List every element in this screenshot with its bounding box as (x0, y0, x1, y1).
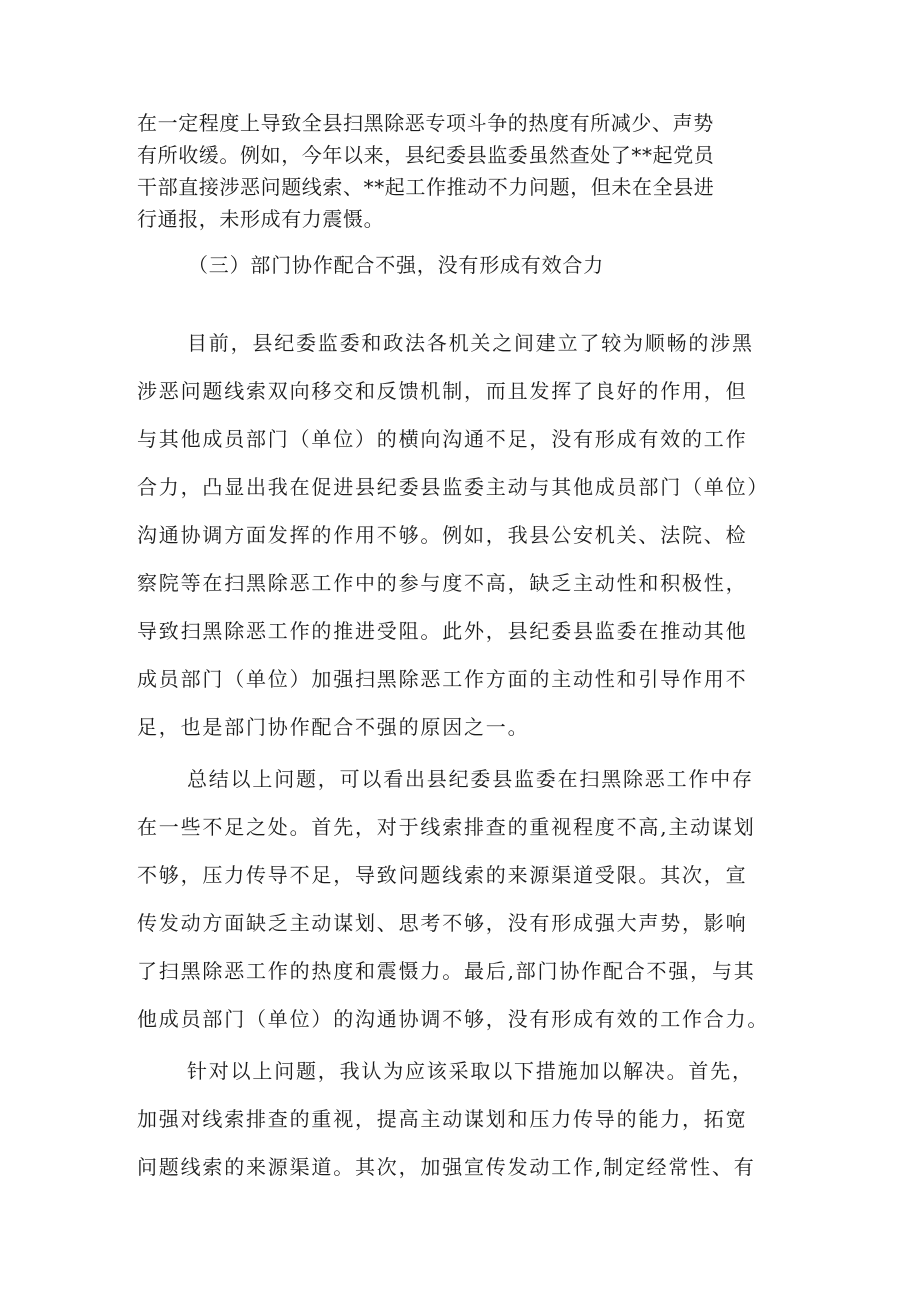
paragraph2-line-4: 传发动方面缺乏主动谋划、思考不够，没有形成强大声势，影响 (137, 911, 748, 935)
paragraph1-line-6: 察院等在扫黑除恶工作中的参与度不高，缺乏主动性和积极性， (137, 571, 748, 595)
paragraph3-line-3: 问题线索的来源渠道。其次，加强宣传发动工作,制定经常性、有 (137, 1155, 756, 1179)
paragraph2-line-5: 了扫黑除恶工作的热度和震慑力。最后,部门协作配合不强，与其 (137, 959, 756, 983)
paragraph1-line-9: 足，也是部门协作配合不强的原因之一。 (137, 715, 530, 739)
paragraph1-line-1: 目前，县纪委监委和政法各机关之间建立了较为顺畅的涉黑 (187, 331, 754, 355)
paragraph2-line-6: 他成员部门（单位）的沟通协调不够，没有形成有效的工作合力。 (137, 1007, 770, 1031)
paragraph1-line-5: 沟通协调方面发挥的作用不够。例如，我县公安机关、法院、检 (137, 523, 748, 547)
paragraph2-line-1: 总结以上问题，可以看出县纪委县监委在扫黑除恶工作中存 (187, 767, 754, 791)
intro-line-3: 干部直接涉恶问题线索、**起工作推动不力问题，但未在全县进 (137, 175, 715, 199)
paragraph1-line-7: 导致扫黑除恶工作的推进受阻。此外，县纪委县监委在推动其他 (137, 619, 748, 643)
paragraph2-line-3: 不够，压力传导不足，导致问题线索的来源渠道受限。其次，宣 (137, 863, 748, 887)
paragraph3-line-2: 加强对线索排查的重视，提高主动谋划和压力传导的能力，拓宽 (137, 1107, 748, 1131)
paragraph1-line-4: 合力，凸显出我在促进县纪委县监委主动与其他成员部门（单位） (137, 475, 770, 499)
section-heading: （三）部门协作配合不强，没有形成有效合力 (188, 253, 604, 277)
paragraph1-line-8: 成员部门（单位）加强扫黑除恶工作方面的主动性和引导作用不 (137, 667, 748, 691)
intro-line-1: 在一定程度上导致全县扫黑除恶专项斗争的热度有所减少、声势 (137, 111, 714, 135)
paragraph2-line-2: 在一些不足之处。首先，对于线索排查的重视程度不高,主动谋划 (137, 815, 756, 839)
intro-line-4: 行通报，未形成有力震慑。 (137, 207, 385, 231)
paragraph1-line-3: 与其他成员部门（单位）的横向沟通不足，没有形成有效的工作 (137, 427, 748, 451)
paragraph1-line-2: 涉恶问题线索双向移交和反馈机制，而且发挥了良好的作用，但 (137, 379, 748, 403)
intro-line-2: 有所收缓。例如，今年以来，县纪委县监委虽然查处了**起党员 (137, 143, 715, 167)
paragraph3-line-1: 针对以上问题，我认为应该采取以下措施加以解决。首先， (187, 1059, 754, 1083)
